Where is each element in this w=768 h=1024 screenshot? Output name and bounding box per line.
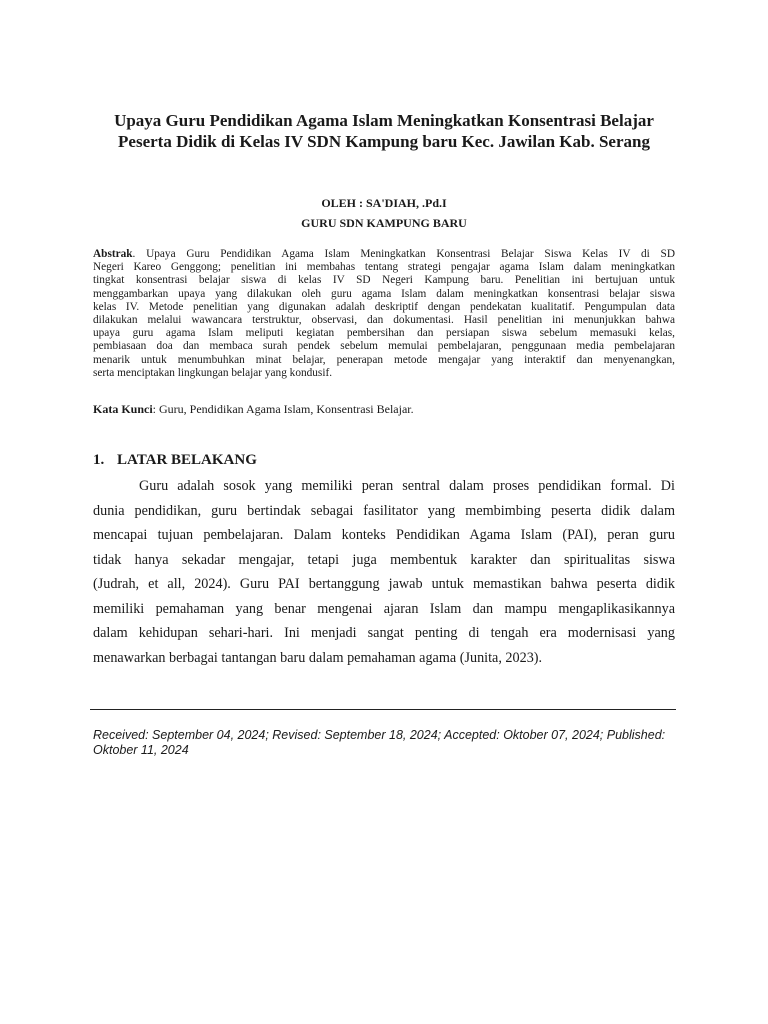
- abstract-line: pembiasaan doa dan membaca surah pendek sebelum memulai pembelajaran, penggunaan media pembelajaran: [93, 340, 675, 353]
- author-block: [93, 193, 675, 233]
- body-line: (Judrah, et all, 2024). Guru PAI bertanggung jawab untuk memastikan bahwa peserta didik: [93, 576, 675, 592]
- abstract-line: kelas IV. Metode penelitian yang digunakan adalah deskriptif dengan pendekatan kualitatif. Pengumpulan data: [93, 300, 675, 313]
- author-name: OLEH : SA'DIAH, .Pd.I: [321, 196, 447, 210]
- keywords-text: : Guru, Pendidikan Agama Islam, Konsentrasi Belajar.: [152, 402, 414, 416]
- abstract-line: serta menciptakan lingkungan belajar yang kondusif.: [93, 366, 333, 379]
- keywords: [93, 402, 675, 417]
- publication-dates-line: Oktober 11, 2024: [93, 742, 189, 757]
- keywords-label: Kata Kunci: [93, 402, 153, 416]
- abstract-line: menggambarkan upaya yang dilakukan oleh guru agama Islam dalam meningkatkan konsentrasi belajar siswa: [93, 287, 675, 300]
- body-line: tidak hanya sekadar mengajar, tetapi juga membentuk karakter dan spiritualitas siswa: [93, 551, 675, 568]
- section-title: LATAR BELAKANG: [117, 452, 257, 468]
- section-body: [93, 474, 675, 670]
- abstract-line-text: . Upaya Guru Pendidikan Agama Islam Meningkatkan Konsentrasi Belajar Siswa Kelas IV di SD: [132, 248, 675, 260]
- abstract-label: Abstrak: [93, 248, 133, 260]
- abstract-line: Negeri Kareo Genggong; penelitian ini membahas tentang strategi pengajar agama Islam dalam meningkatkan: [93, 261, 675, 274]
- abstract-line: tingkat konsentrasi belajar siswa di kelas IV SD Negeri Kampung baru. Penelitian ini bertujuan untuk: [93, 274, 675, 287]
- abstract: [93, 248, 675, 380]
- body-line: menawarkan berbagai tantangan baru dalam pemahaman agama (Junita, 2023).: [93, 649, 543, 666]
- body-line: dunia pendidikan, guru bertindak sebagai fasilitator yang membimbing peserta didik dalam: [93, 502, 675, 519]
- body-line: memiliki pemahaman yang benar mengenai ajaran Islam dan mampu mengaplikasikannya: [93, 600, 675, 617]
- body-line: dalam kehidupan sehari-hari. Ini menjadi sangat penting di tengah era modernisasi yang: [93, 625, 675, 641]
- section-number: 1.: [93, 452, 105, 468]
- footnote-divider: [90, 709, 676, 710]
- paper-title-line: Upaya Guru Pendidikan Agama Islam Meningkatkan Konsentrasi Belajar: [114, 111, 654, 130]
- abstract-line: menarik untuk menumbuhkan minat belajar, penerapan metode mengajar yang interaktif dan menyenangkan,: [93, 353, 675, 366]
- publication-dates: [93, 728, 693, 757]
- paper-title-line: Peserta Didik di Kelas IV SDN Kampung baru Kec. Jawilan Kab. Serang: [118, 132, 650, 151]
- body-line: mencapai tujuan pembelajaran. Dalam konteks Pendidikan Agama Islam (PAI), peran guru: [93, 527, 675, 543]
- abstract-line: [93, 248, 675, 261]
- abstract-line: upaya guru agama Islam meliputi kegiatan pembersihan dan persiapan siswa sebelum memasuki kelas,: [93, 327, 675, 340]
- section-heading: [93, 451, 257, 469]
- body-line: Guru adalah sosok yang memiliki peran sentral dalam proses pendidikan formal. Di: [139, 478, 675, 494]
- abstract-line: dilakukan melalui wawancara terstruktur, observasi, dan dokumentasi. Hasil penelitian ini menunjukkan bahwa: [93, 314, 675, 327]
- paper-title: [93, 110, 675, 152]
- publication-dates-line: Received: September 04, 2024; Revised: September 18, 2024; Accepted: Oktober 07, 2024; Published:: [93, 728, 666, 742]
- author-affiliation: GURU SDN KAMPUNG BARU: [301, 216, 467, 230]
